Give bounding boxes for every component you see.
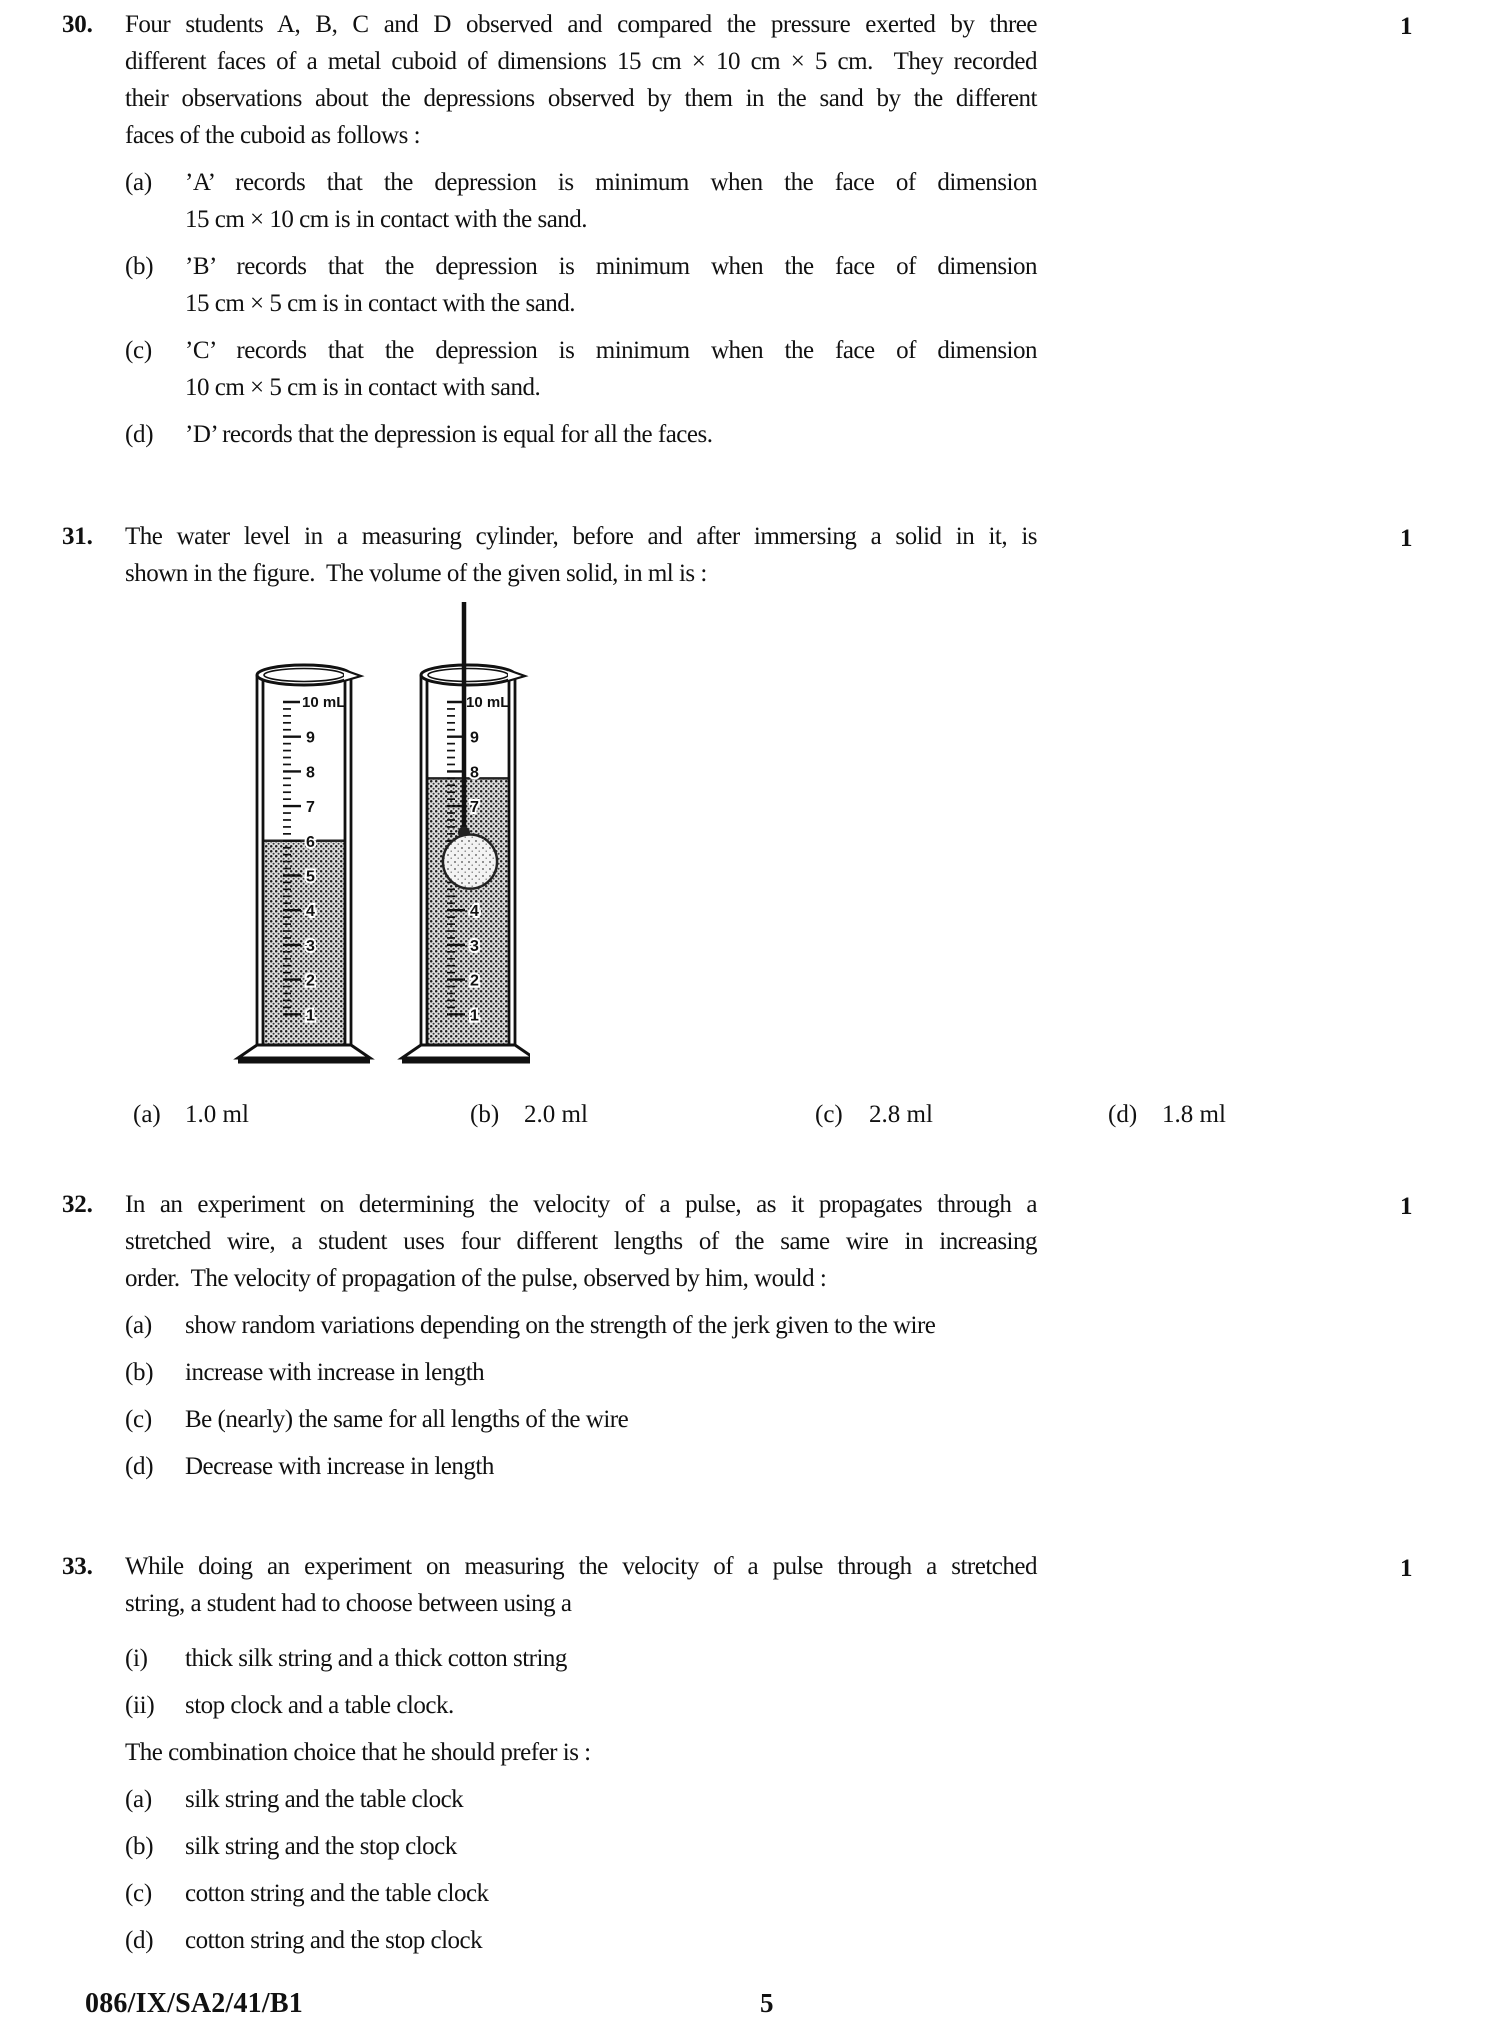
- option-text: ’A’ records that the depression is minimum when the face of dimension: [185, 169, 1037, 196]
- option-text: 15 cm × 10 cm is in contact with the sand.: [185, 206, 588, 233]
- scale-number: 1: [470, 1007, 479, 1025]
- option-d: [125, 416, 1037, 453]
- figure-measuring-cylinders: [180, 580, 530, 1080]
- option-label: (b): [470, 1101, 500, 1128]
- option-label: (a): [125, 1312, 152, 1339]
- option-label: (b): [125, 253, 154, 280]
- stem-line: string, a student had to choose between using a: [125, 1590, 572, 1617]
- marks-value: 1: [1400, 1193, 1413, 1220]
- stem-line: faces of the cuboid as follows :: [125, 122, 421, 149]
- option-label: (a): [125, 1786, 152, 1813]
- question-number: 31.: [62, 523, 93, 550]
- stem-line: The water level in a measuring cylinder, before and after immersing a solid in it, is: [125, 523, 1037, 550]
- stem-line: stretched wire, a student uses four different lengths of the same wire in increasing: [125, 1228, 1037, 1255]
- option-text: 2.8 ml: [869, 1101, 933, 1128]
- question-number: 30.: [62, 11, 93, 38]
- spout: [508, 670, 525, 681]
- page-number: 5: [760, 1988, 774, 2018]
- paper-code: 086/IX/SA2/41/B1: [85, 1988, 303, 2019]
- option-label: (d): [1108, 1101, 1138, 1128]
- cylinder-before-immersion: [238, 665, 370, 1061]
- option-text: silk string and the stop clock: [185, 1833, 457, 1860]
- question-number: 33.: [62, 1553, 93, 1580]
- question-32: [0, 1186, 1504, 1485]
- subitem-i: [125, 1640, 1037, 1677]
- scale-number: 9: [470, 729, 479, 747]
- option-text: 15 cm × 5 cm is in contact with the sand.: [185, 290, 576, 317]
- option-text: cotton string and the table clock: [185, 1880, 489, 1907]
- connector-text: The combination choice that he should prefer is :: [125, 1739, 591, 1766]
- option-a: [125, 1781, 1037, 1818]
- scale-number: 3: [470, 937, 479, 955]
- option-label: (a): [125, 169, 152, 196]
- option-label: (b): [125, 1833, 154, 1860]
- option-text: ’C’ records that the depression is minimum when the face of dimension: [185, 337, 1037, 364]
- cylinder-after-immersion: [402, 602, 530, 1061]
- stem-line: shown in the figure. The volume of the given solid, in ml is :: [125, 560, 707, 587]
- option-c: [125, 332, 1037, 406]
- option-text: Be (nearly) the same for all lengths of the wire: [185, 1406, 629, 1433]
- solid-sphere: [443, 835, 497, 889]
- scale-number: 5: [306, 868, 315, 886]
- option-b: [125, 248, 1037, 322]
- stem-line: Four students A, B, C and D observed and compared the pressure exerted by three: [125, 11, 1037, 38]
- option-label: (c): [125, 1406, 152, 1433]
- option-label: (c): [815, 1101, 843, 1128]
- unit-label: 10 mL: [466, 694, 510, 711]
- scale-number: 4: [470, 903, 479, 921]
- scale-number: 8: [470, 764, 479, 782]
- option-text: ’D’ records that the depression is equal for all the faces.: [185, 421, 713, 448]
- subitem-text: stop clock and a table clock.: [185, 1692, 454, 1719]
- option-text: show random variations depending on the strength of the jerk given to the wire: [185, 1312, 936, 1339]
- scale-number: 2: [306, 972, 315, 990]
- stem-line: different faces of a metal cuboid of dimensions 15 cm × 10 cm × 5 cm. They recorded: [125, 48, 1037, 75]
- scale-number: 1: [306, 1007, 315, 1025]
- option-text: cotton string and the stop clock: [185, 1927, 483, 1954]
- option-d: [125, 1922, 1037, 1959]
- option-label: (d): [125, 1927, 154, 1954]
- option-label: (d): [125, 421, 154, 448]
- marks-value: 1: [1400, 525, 1413, 552]
- option-label: (c): [125, 1880, 152, 1907]
- scale-number: 7: [470, 799, 479, 817]
- option-b: [125, 1828, 1037, 1865]
- q31-options-row: [0, 1096, 1504, 1136]
- marks-value: 1: [1400, 13, 1413, 40]
- question-33: [0, 1548, 1504, 1959]
- scale-number: 8: [306, 764, 315, 782]
- option-label: (c): [125, 337, 152, 364]
- scale-number: 6: [306, 833, 315, 851]
- option-label: (b): [125, 1359, 154, 1386]
- option-text: silk string and the table clock: [185, 1786, 464, 1813]
- option-text: 1.8 ml: [1162, 1101, 1226, 1128]
- stem-line: While doing an experiment on measuring the velocity of a pulse through a stretched: [125, 1553, 1037, 1580]
- option-text: 1.0 ml: [185, 1101, 249, 1128]
- stem-line: order. The velocity of propagation of the pulse, observed by him, would :: [125, 1265, 827, 1292]
- unit-label: 10 mL: [302, 694, 346, 711]
- marks-value: 1: [1400, 1555, 1413, 1582]
- option-text: 2.0 ml: [524, 1101, 588, 1128]
- question-30: [0, 6, 1504, 453]
- option-text: 10 cm × 5 cm is in contact with sand.: [185, 374, 541, 401]
- subitem-label: (ii): [125, 1692, 155, 1719]
- option-c: [125, 1875, 1037, 1912]
- stem-line: their observations about the depressions observed by them in the sand by the different: [125, 85, 1037, 112]
- option-d: [125, 1448, 1037, 1485]
- subitem-text: thick silk string and a thick cotton string: [185, 1645, 567, 1672]
- subitem-label: (i): [125, 1645, 148, 1672]
- option-label: (a): [133, 1101, 161, 1128]
- stem-line: In an experiment on determining the velocity of a pulse, as it propagates through a: [125, 1191, 1037, 1218]
- subitem-ii: [125, 1687, 1037, 1724]
- question-number: 32.: [62, 1191, 93, 1218]
- scale-number: 4: [306, 903, 315, 921]
- option-a: [125, 164, 1037, 238]
- spout: [344, 670, 361, 681]
- option-c: [125, 1401, 1037, 1438]
- option-b: [125, 1354, 1037, 1391]
- option-text: Decrease with increase in length: [185, 1453, 494, 1480]
- option-a: [125, 1307, 1037, 1344]
- option-text: increase with increase in length: [185, 1359, 485, 1386]
- option-label: (d): [125, 1453, 154, 1480]
- scale-number: 3: [306, 937, 315, 955]
- scale-number: 9: [306, 729, 315, 747]
- scale-number: 7: [306, 799, 315, 817]
- option-text: ’B’ records that the depression is minimum when the face of dimension: [185, 253, 1037, 280]
- scale-number: 2: [470, 972, 479, 990]
